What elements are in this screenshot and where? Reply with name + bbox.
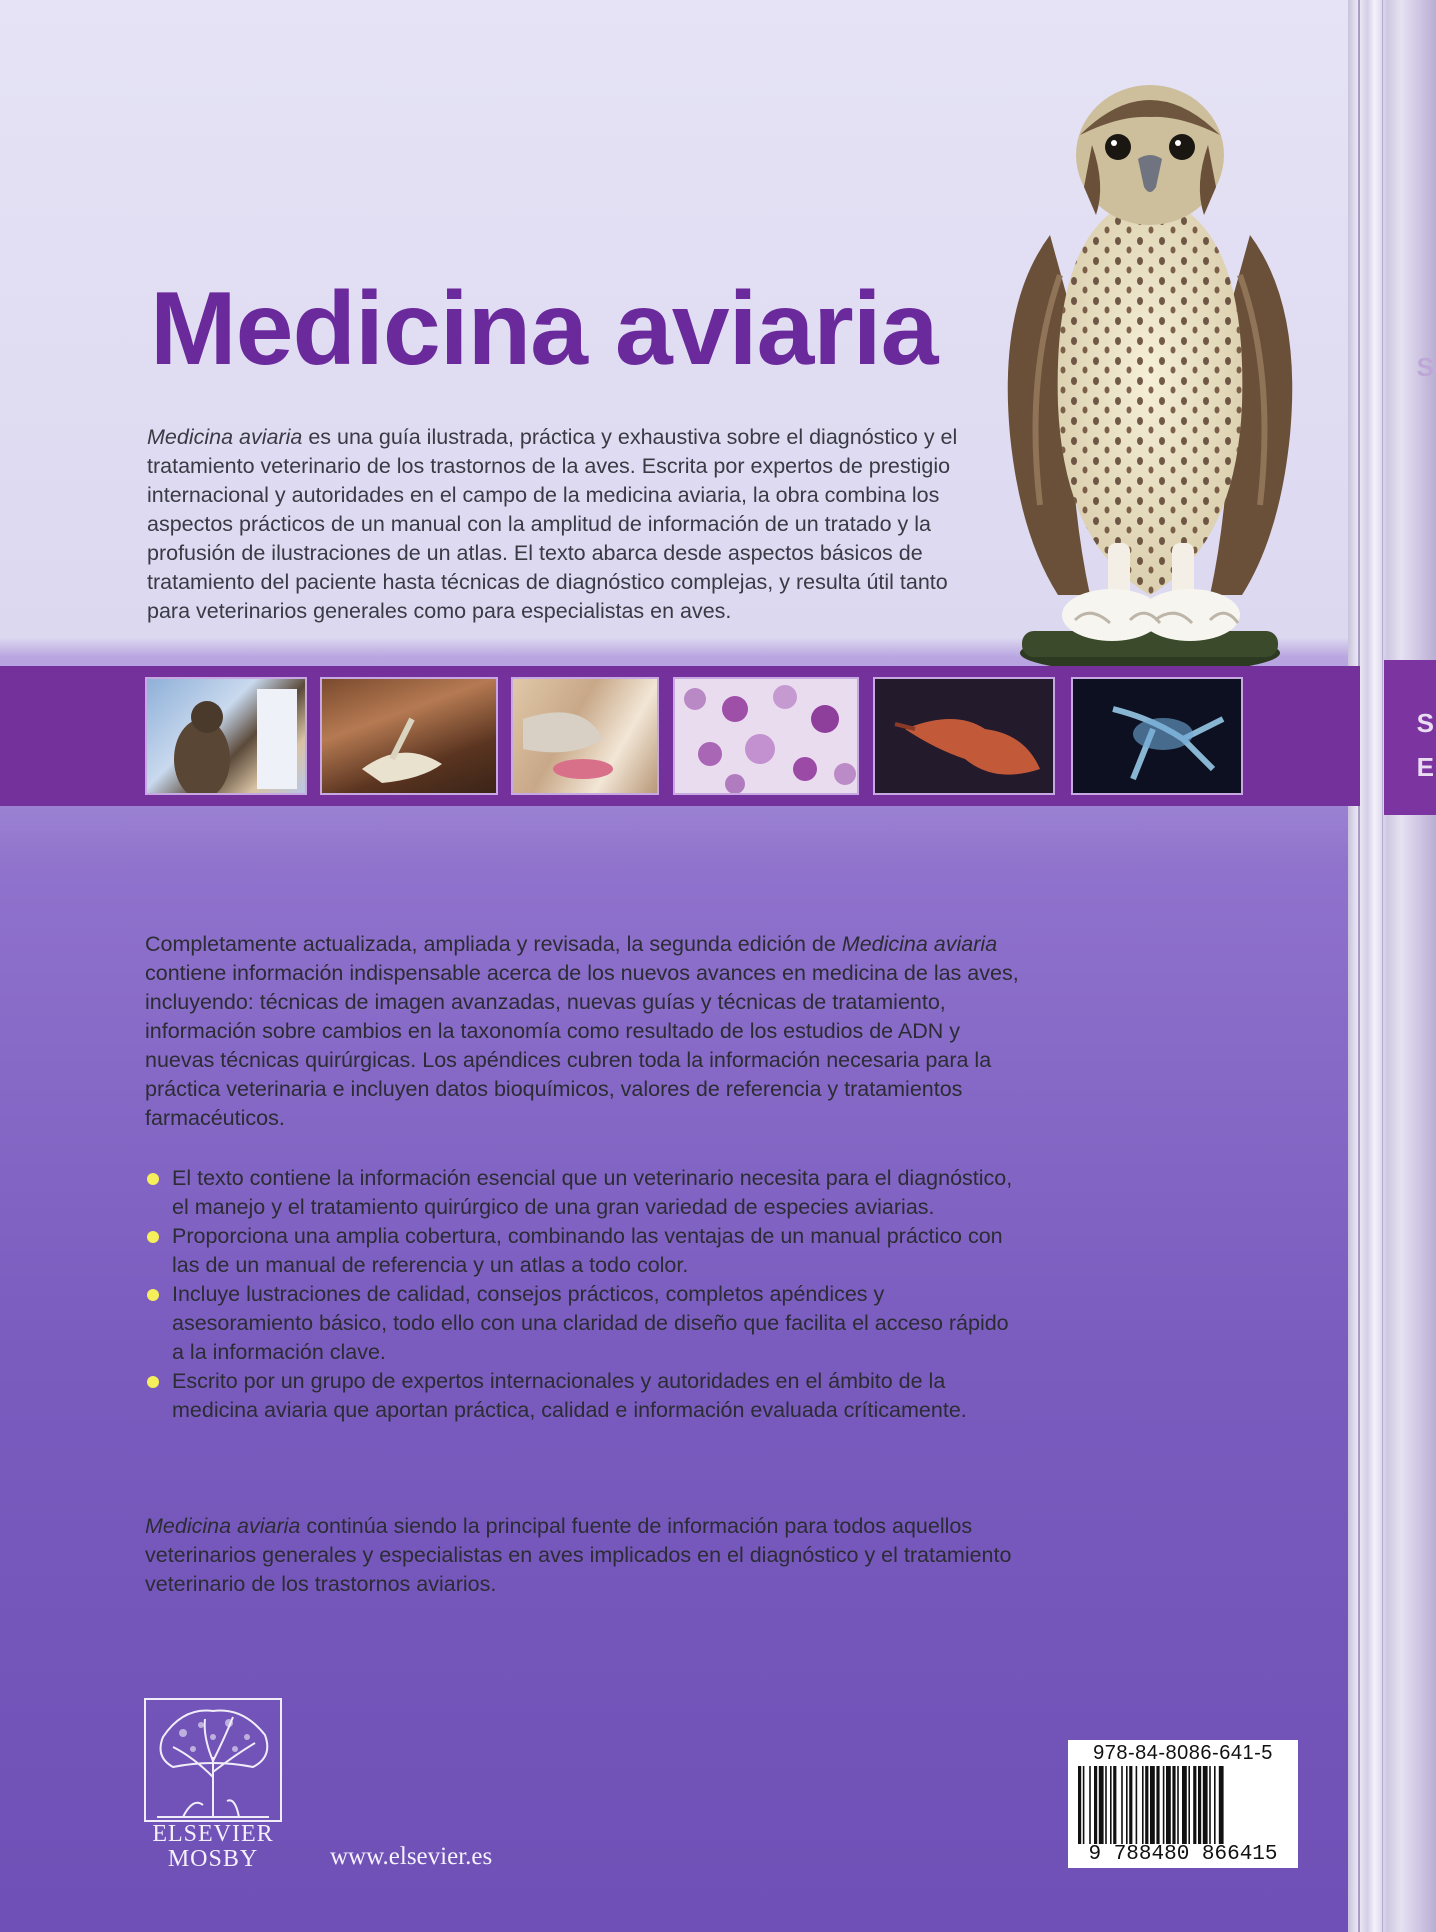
barcode-bar xyxy=(1121,1766,1123,1844)
closing-paragraph xyxy=(145,1512,1025,1599)
barcode-bar xyxy=(1150,1766,1155,1844)
bullet-icon xyxy=(147,1231,159,1243)
falcon-photo xyxy=(980,75,1320,675)
features-list xyxy=(145,1164,1025,1425)
publisher-line-1: ELSEVIER xyxy=(152,1821,274,1847)
barcode-bar xyxy=(1126,1766,1128,1844)
photo-bird-beak xyxy=(511,677,659,795)
barcode-bar xyxy=(1214,1766,1216,1844)
barcode-bar xyxy=(1209,1766,1211,1844)
barcode-bar xyxy=(1136,1766,1138,1844)
publisher-website: www.elsevier.es xyxy=(330,1843,493,1870)
closing-text: continúa siendo la principal fuente de información para todos aquellos veterinarios generales y especialistas en aves implicados en el diagnóstico y el tratamiento veterinario de los trastornos aviarios. xyxy=(145,1514,1012,1596)
isbn-barcode xyxy=(1068,1740,1298,1868)
bullet-icon xyxy=(147,1376,159,1388)
barcode-bar xyxy=(1145,1766,1148,1844)
barcode-bar xyxy=(1182,1766,1187,1844)
barcode-bar xyxy=(1094,1766,1097,1844)
list-item-text: Proporciona una amplia cobertura, combinando las ventajas de un manual práctico con las de un manual de referencia y un atlas a todo color. xyxy=(172,1224,1003,1277)
book-title: Medicina aviaria xyxy=(150,271,938,387)
barcode-bar xyxy=(1129,1766,1132,1844)
intro-title-italic: Medicina aviaria xyxy=(147,425,303,449)
ean-number: 9 788480 866415 xyxy=(1088,1843,1278,1866)
barcode-bar xyxy=(1166,1766,1171,1844)
list-item xyxy=(145,1222,1025,1280)
spine-letter: S xyxy=(1416,352,1434,382)
barcode-bar xyxy=(1156,1766,1159,1844)
description-text-start: Completamente actualizada, ampliada y revisada, la segunda edición de xyxy=(145,932,842,956)
list-item-text: Escrito por un grupo de expertos internacionales y autoridades en el ámbito de la medicina aviaria que aportan práctica, calidad e información evaluada críticamente. xyxy=(172,1369,967,1422)
barcode-bar xyxy=(1105,1766,1107,1844)
barcode-bar xyxy=(1172,1766,1175,1844)
barcode-bar xyxy=(1083,1766,1085,1844)
barcode-bar xyxy=(1110,1766,1112,1844)
list-item-text: Incluye lustraciones de calidad, consejos prácticos, completos apéndices y asesoramiento básico, todo ello con una claridad de diseño que facilita el acceso rápido a la información clave. xyxy=(172,1282,1009,1364)
intro-paragraph xyxy=(147,423,962,626)
description-text-end: contiene información indispensable acerca de los nuevos avances en medicina de las aves, incluyendo: técnicas de imagen avanzadas, nuevas guías y técnicas de tratamiento, información sobre cambios en la taxonomía como resultado de los estudios de ADN y nuevas técnicas quirúrgicas. Los apéndices cubren toda la información necesaria para la práctica veterinaria e incluyen datos bioquímicos, valores de referencia y tratamientos farmacéuticos. xyxy=(145,961,1019,1130)
closing-title-italic: Medicina aviaria xyxy=(145,1514,301,1538)
bullet-icon xyxy=(147,1289,159,1301)
description-title-italic: Medicina aviaria xyxy=(841,932,998,956)
list-item xyxy=(145,1367,1025,1425)
barcode-bar xyxy=(1113,1766,1116,1844)
barcode-bars xyxy=(1078,1766,1290,1844)
spine-letter: E xyxy=(1416,752,1434,782)
barcode-bar xyxy=(1188,1766,1190,1844)
list-item-text: El texto contiene la información esencial que un veterinario necesita para el diagnóstico, el manejo y el tratamiento quirúrgico de una gran variedad de especies aviarias. xyxy=(172,1166,1013,1219)
list-item xyxy=(145,1164,1025,1222)
photo-blood-cells xyxy=(673,677,859,795)
barcode-bar xyxy=(1177,1766,1179,1844)
barcode-bar xyxy=(1163,1766,1165,1844)
isbn-number: 978-84-8086-641-5 xyxy=(1093,1742,1273,1764)
bullet-icon xyxy=(147,1173,159,1185)
photo-bird-xray xyxy=(1071,677,1243,795)
barcode-bar xyxy=(1193,1766,1196,1844)
barcode-bar xyxy=(1089,1766,1091,1844)
barcode-bar xyxy=(1198,1766,1201,1844)
intro-text: es una guía ilustrada, práctica y exhaustiva sobre el diagnóstico y el tratamiento veterinario de los trastornos de la aves. Escrita por expertos de prestigio internacional y autoridades en el campo de la medicina aviaria, la obra combina los aspectos prácticos de un manual con la amplitud de información de un tratado y la profusión de ilustraciones de un atlas. El texto abarca desde aspectos básicos de tratamiento del paciente hasta técnicas de diagnóstico complejas, y resulta útil tanto para veterinarios generales como para especialistas en aves. xyxy=(147,425,958,623)
barcode-bar xyxy=(1203,1766,1208,1844)
barcode-bar xyxy=(1099,1766,1104,1844)
photo-strip xyxy=(0,666,1360,806)
book-spine-edge xyxy=(1348,0,1436,1932)
barcode-bar xyxy=(1142,1766,1144,1844)
description-paragraph xyxy=(145,930,1025,1133)
photo-bird-foot xyxy=(320,677,498,795)
publisher-line-2: MOSBY xyxy=(167,1846,259,1872)
barcode-bar xyxy=(1219,1766,1224,1844)
publisher-name xyxy=(127,1822,299,1872)
spine-letter: S xyxy=(1416,708,1434,738)
barcode-bar xyxy=(1078,1766,1081,1844)
photo-bird-examination xyxy=(145,677,307,795)
photo-bird-dissection xyxy=(873,677,1055,795)
list-item xyxy=(145,1280,1025,1367)
